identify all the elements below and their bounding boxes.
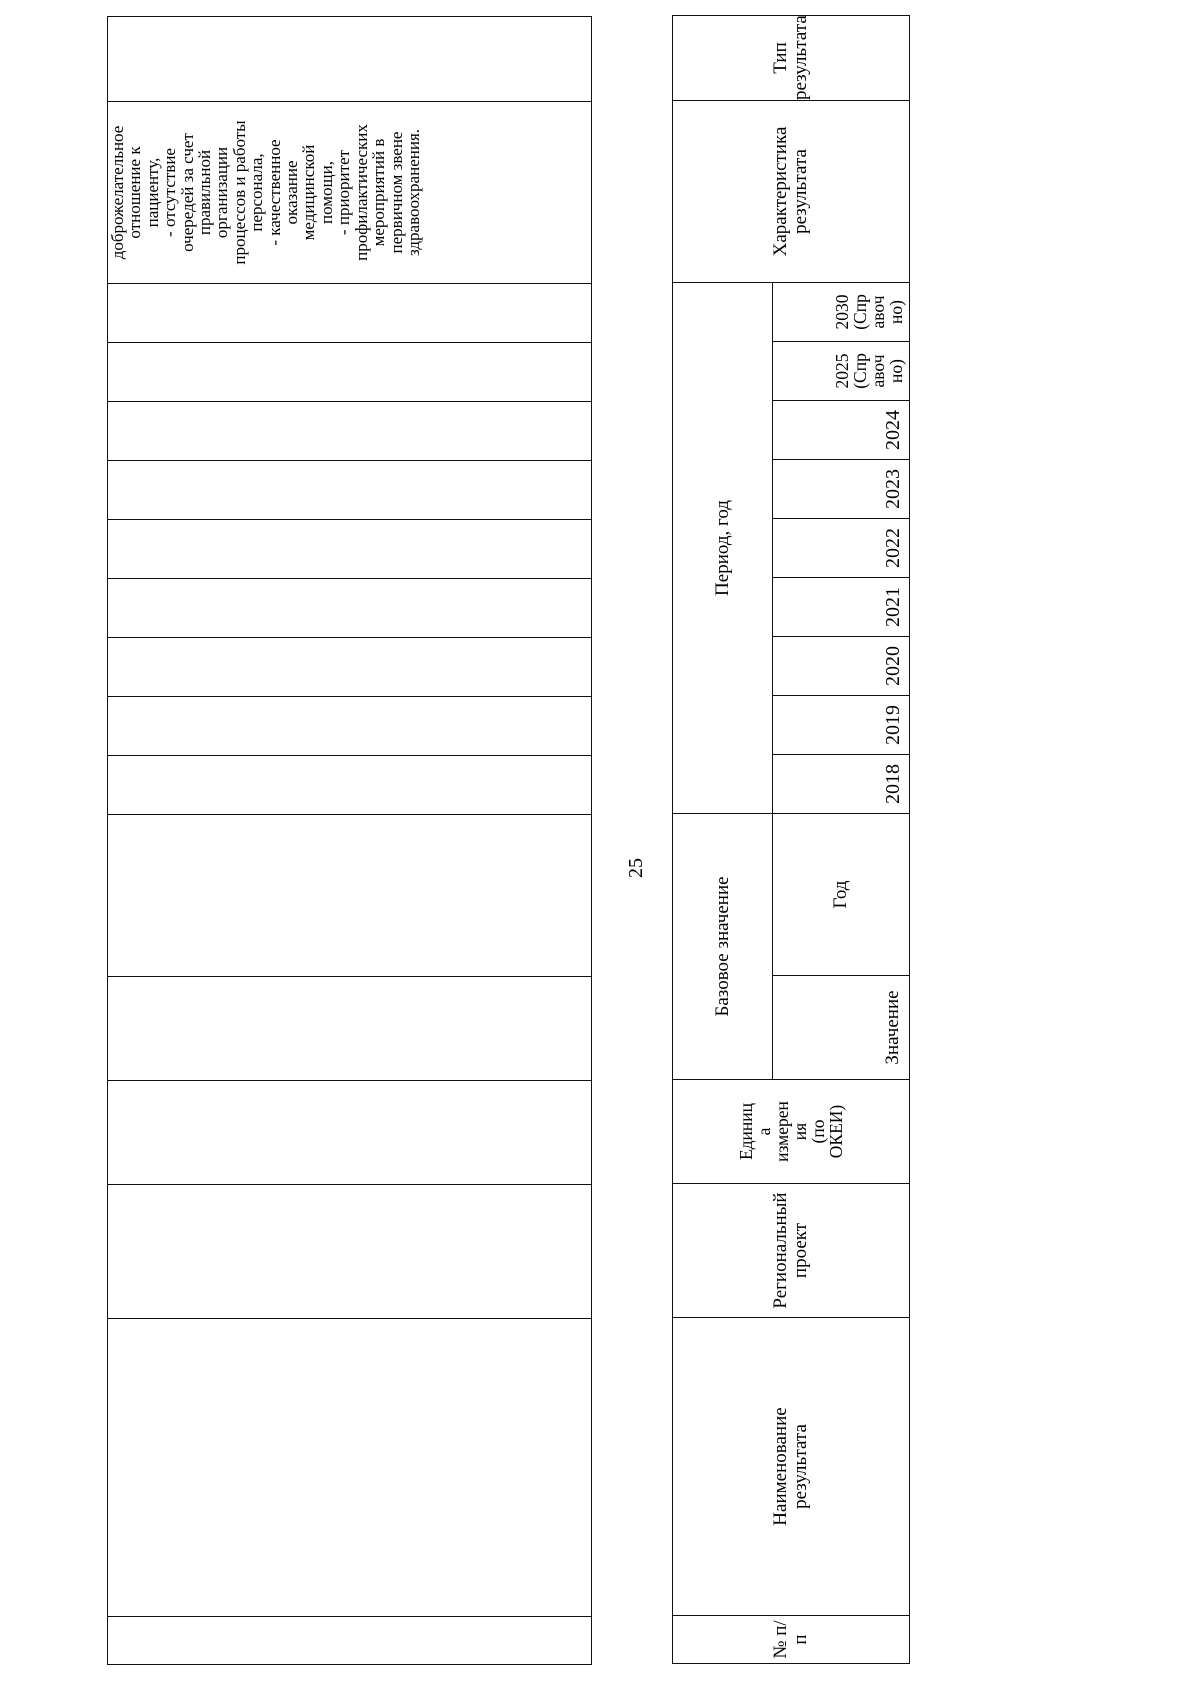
cell-unit xyxy=(108,1081,592,1185)
cell-2019 xyxy=(108,697,592,756)
cell-2025 xyxy=(108,343,592,402)
cell-num xyxy=(108,1617,592,1665)
header-unit: Единиц а измерен ия (по ОКЕИ) xyxy=(673,1080,910,1184)
header-year-2024: 2024 xyxy=(773,400,910,459)
page-number: 25 xyxy=(625,858,647,878)
cell-type xyxy=(108,17,592,102)
header-base-value: Значение xyxy=(773,976,910,1080)
cell-2024 xyxy=(108,402,592,461)
header-characteristic: Характеристика результата xyxy=(673,100,910,282)
header-year-2020: 2020 xyxy=(773,636,910,695)
header-year-2023: 2023 xyxy=(773,459,910,518)
header-num: № п/п xyxy=(673,1616,910,1664)
header-base: Базовое значение xyxy=(673,813,773,1079)
cell-2023 xyxy=(108,461,592,520)
header-project: Региональный проект xyxy=(673,1184,910,1318)
cell-base-year xyxy=(108,815,592,977)
cell-name xyxy=(108,1319,592,1617)
cell-2021 xyxy=(108,579,592,638)
results-header-table xyxy=(672,15,910,1664)
cell-project xyxy=(108,1185,592,1319)
header-year-2025: 2025 (Спр авоч но) xyxy=(773,341,910,400)
cell-2020 xyxy=(108,638,592,697)
cell-characteristic: доброжелательное отношение к пациенту, - отсутствие очередей за счет правильной организации процессов и работы персонала, - качественное оказание медицинской помощи, - приоритет профилактических мероприятий в первичном звене здравоохранения. xyxy=(108,102,592,284)
header-base-year: Год xyxy=(773,813,910,975)
header-year-2022: 2022 xyxy=(773,518,910,577)
header-year-2018: 2018 xyxy=(773,754,910,813)
continuation-table xyxy=(107,16,592,1665)
header-year-2030: 2030 (Спр авоч но) xyxy=(773,282,910,341)
header-year-2019: 2019 xyxy=(773,695,910,754)
table-row xyxy=(108,17,592,1665)
cell-2022 xyxy=(108,520,592,579)
header-name: Наименование результата xyxy=(673,1318,910,1616)
header-type: Тип результата xyxy=(673,15,910,100)
header-year-2021: 2021 xyxy=(773,577,910,636)
cell-2018 xyxy=(108,756,592,815)
header-period: Период, год xyxy=(673,282,773,813)
cell-2030 xyxy=(108,284,592,343)
cell-base-value xyxy=(108,977,592,1081)
